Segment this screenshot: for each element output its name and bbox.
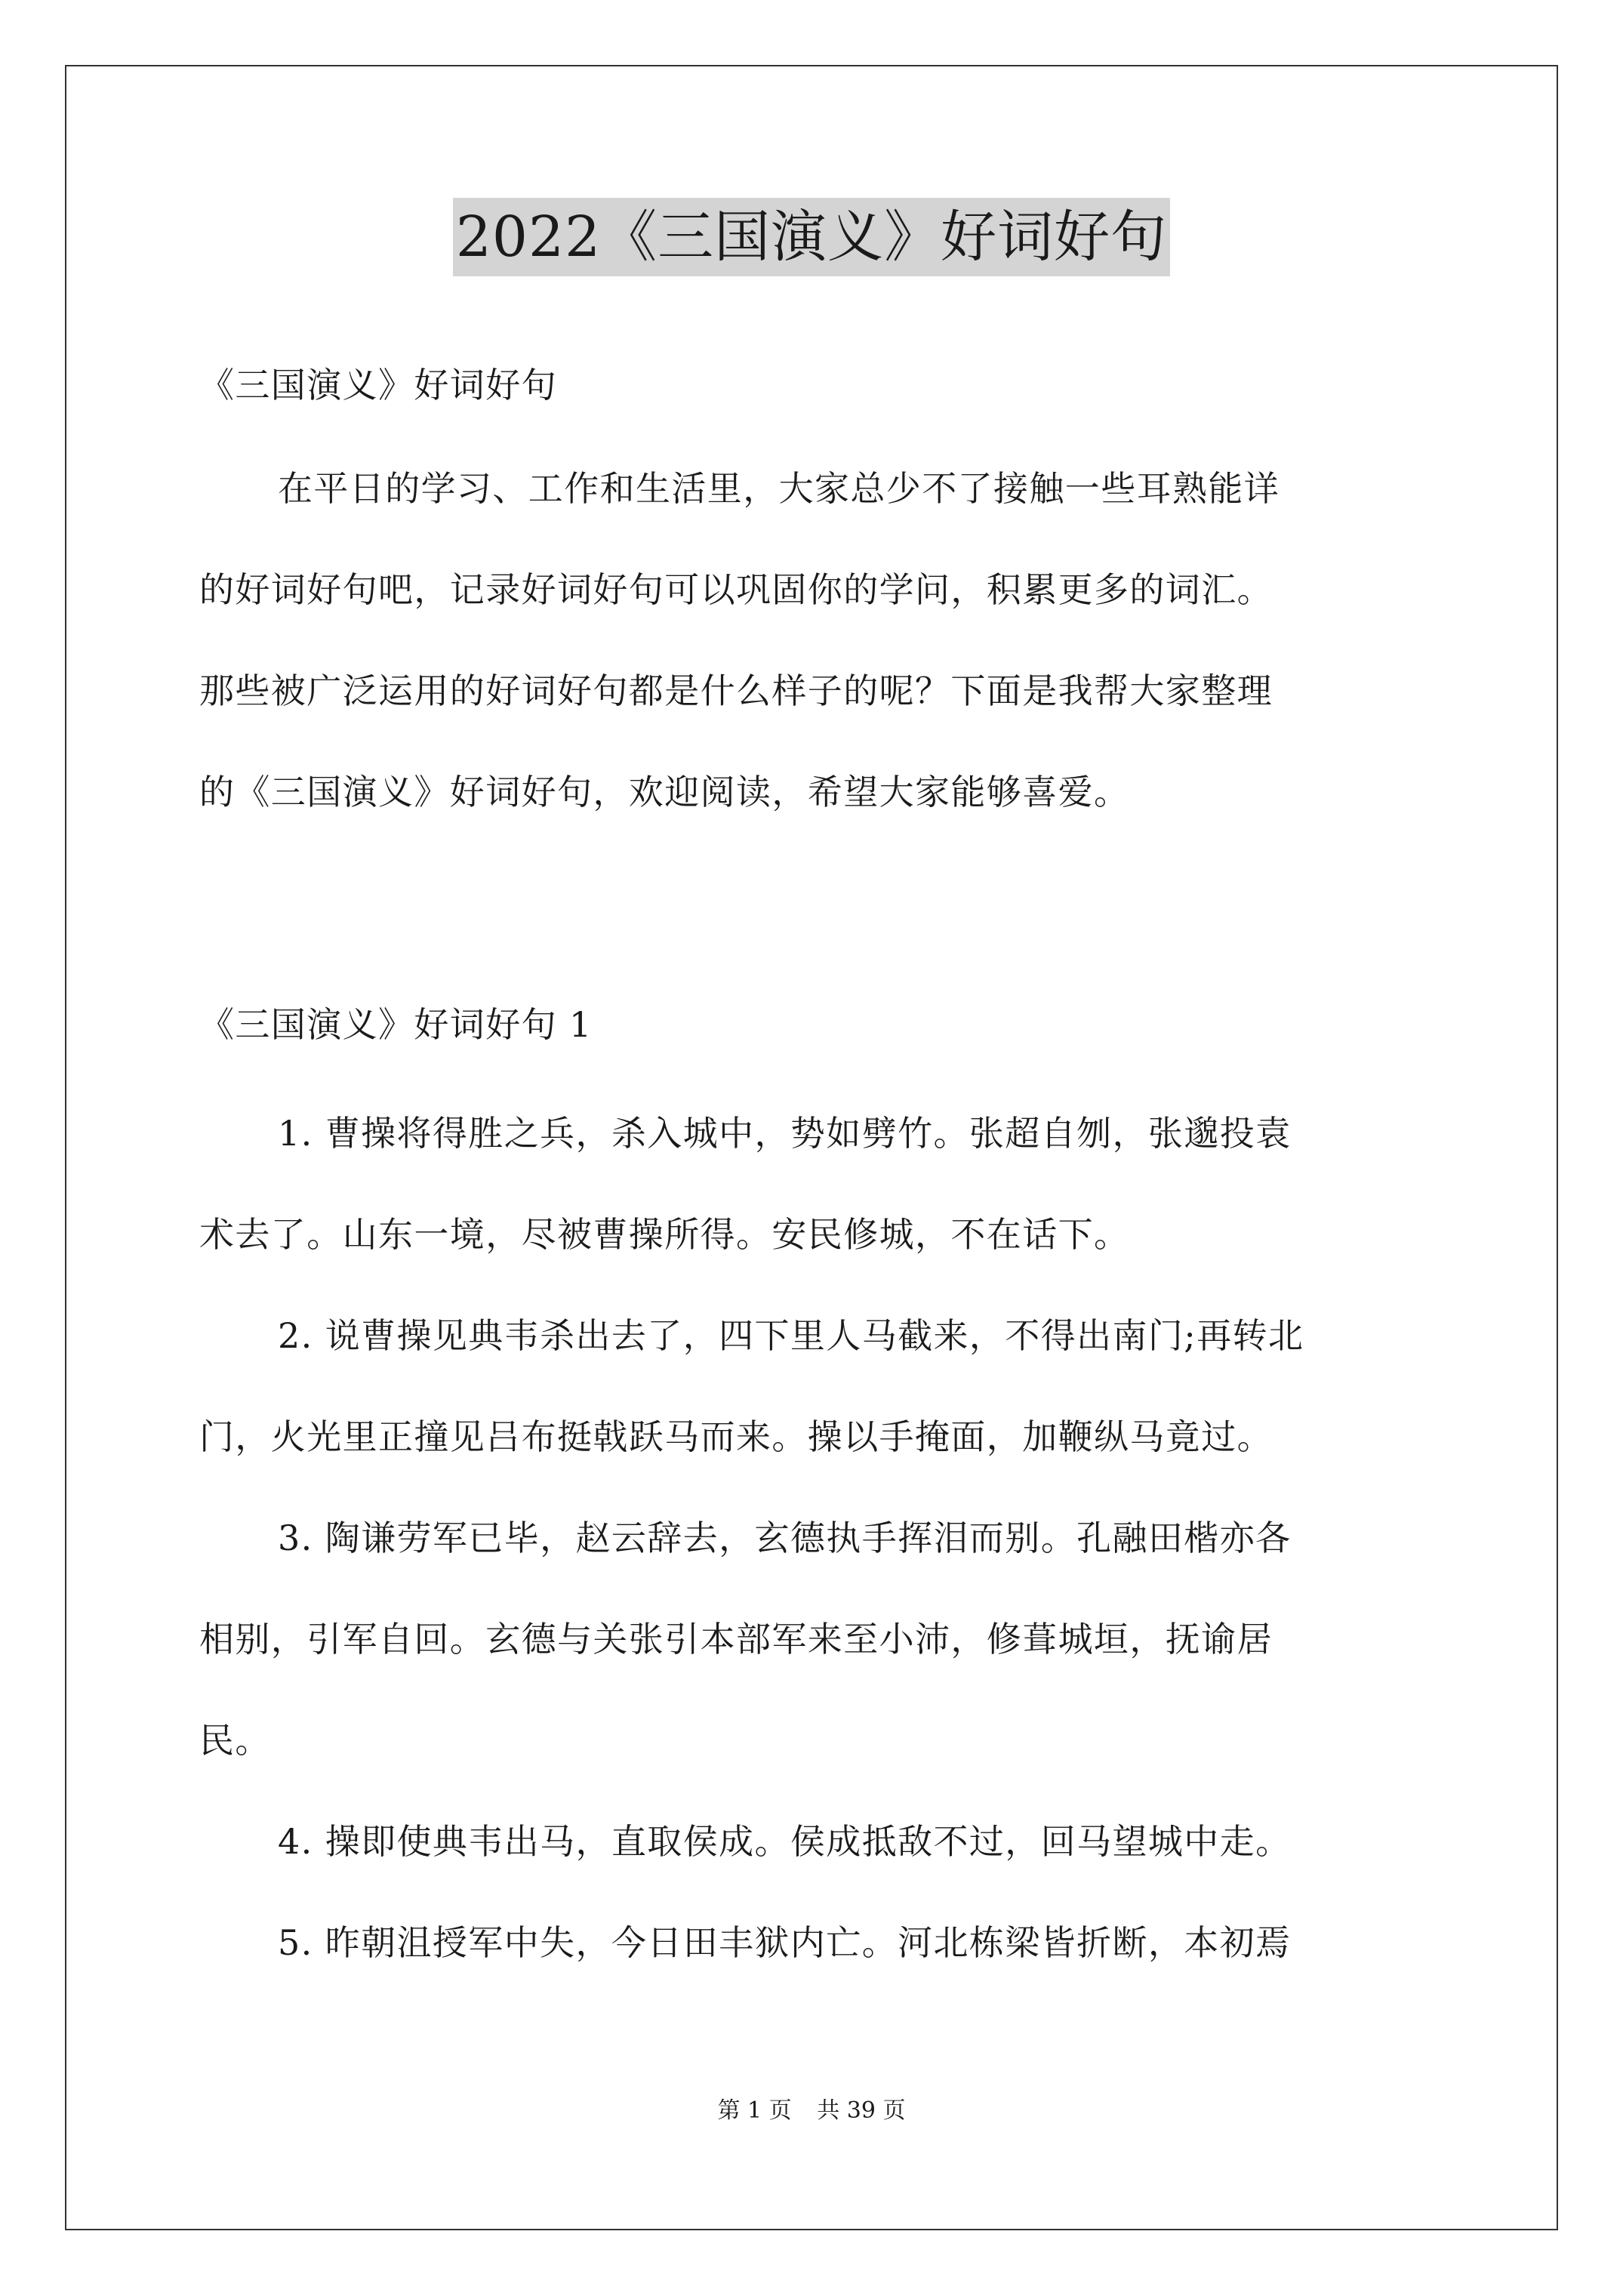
item-line: 门，火光里正撞见吕布挺戟跃马而来。操以手掩面，加鞭纵马竟过。 [199, 1416, 1273, 1457]
item-paragraph-5 [199, 1892, 1437, 1993]
title-container [0, 198, 1623, 276]
section-heading: 《三国演义》好词好句 1 [199, 1004, 593, 1045]
item-line: 相别，引军自回。玄德与关张引本部军来至小沛，修葺城垣，抚谕居 [199, 1619, 1273, 1660]
item-line: 民。 [199, 1720, 271, 1761]
intro-line: 的好词好句吧，记录好词好句可以巩固你的学问，积累更多的词汇。 [199, 569, 1273, 610]
page-footer [0, 2096, 1623, 2126]
document-title: 2022《三国演义》好词好句 [453, 198, 1170, 276]
item-line: 2. 说曹操见典韦杀出去了，四下里人马截来，不得出南门;再转北 [278, 1315, 1304, 1356]
page-number: 第 1 页 [717, 2097, 792, 2124]
item-line: 术去了。山东一境，尽被曹操所得。安民修城，不在话下。 [199, 1214, 1130, 1255]
item-line: 1. 曹操将得胜之兵，杀入城中，势如劈竹。张超自刎，张邈投袁 [278, 1113, 1292, 1154]
item-line: 4. 操即使典韦出马，直取侯成。侯成抵敌不过，回马望城中走。 [278, 1821, 1292, 1862]
intro-line: 那些被广泛运用的好词好句都是什么样子的呢？下面是我帮大家整理 [199, 670, 1273, 711]
item-paragraph-1 [199, 1083, 1437, 1285]
item-line: 5. 昨朝沮授军中失，今日田丰狱内亡。河北栋梁皆折断，本初焉 [278, 1922, 1292, 1963]
item-paragraph-4 [199, 1791, 1437, 1892]
item-paragraph-3 [199, 1487, 1437, 1791]
item-line: 3. 陶谦劳军已毕，赵云辞去，玄德执手挥泪而别。孔融田楷亦各 [278, 1518, 1292, 1558]
page-total: 共 39 页 [817, 2097, 906, 2124]
intro-line: 的《三国演义》好词好句，欢迎阅读，希望大家能够喜爱。 [199, 772, 1130, 812]
document-subtitle: 《三国演义》好词好句 [199, 365, 557, 405]
intro-paragraph [199, 438, 1437, 843]
item-paragraph-2 [199, 1285, 1437, 1487]
intro-line: 在平日的学习、工作和生活里，大家总少不了接触一些耳熟能详 [278, 468, 1280, 509]
